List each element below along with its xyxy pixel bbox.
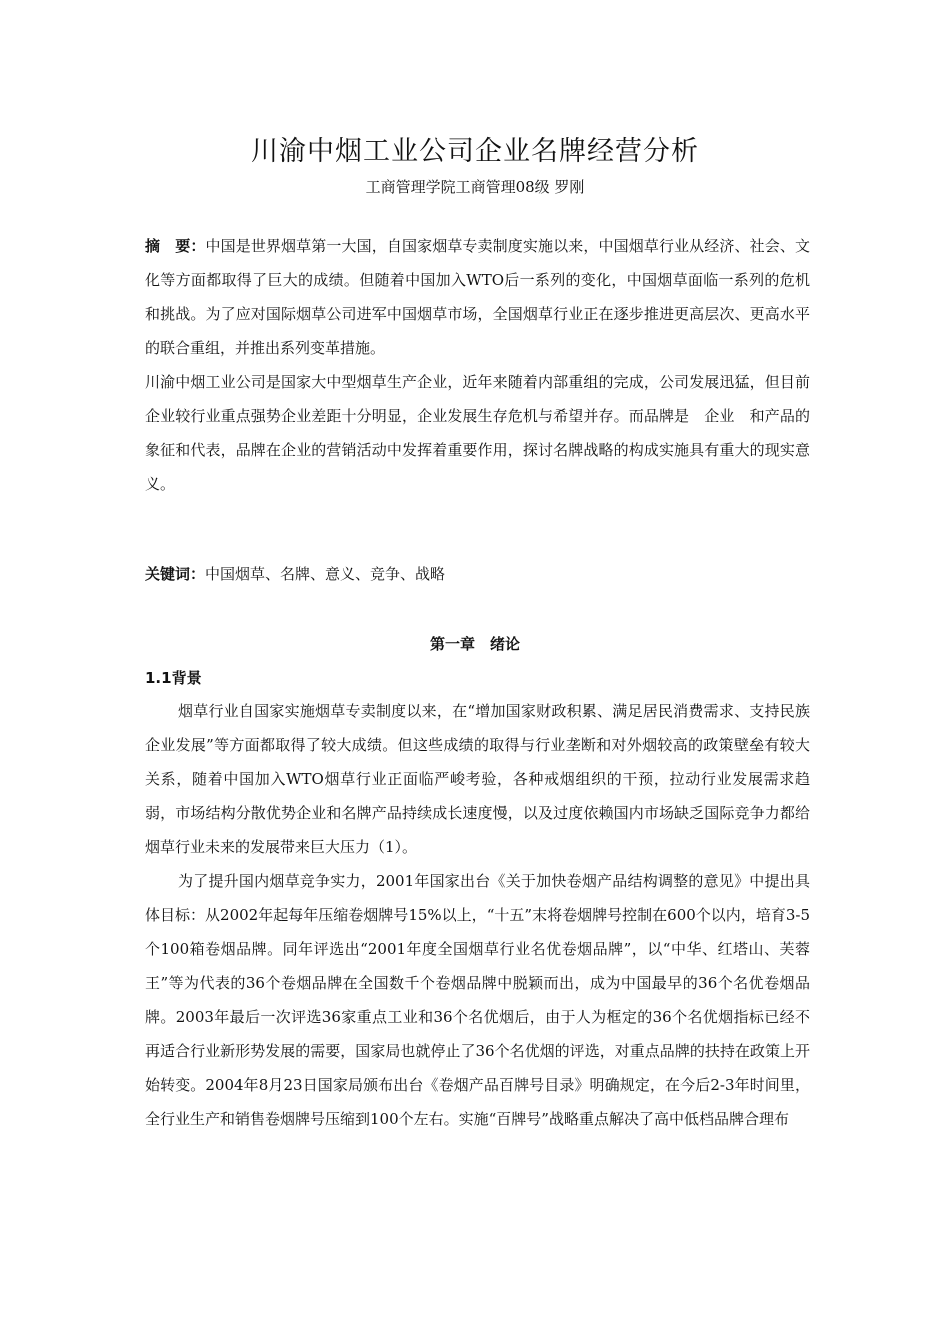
document-title: 川渝中烟工业公司企业名牌经营分析 [251, 136, 699, 167]
abstract-text: 中国是世界烟草第一大国，自国家烟草专卖制度实施以来，中国烟草行业从经济、社会、文化等方面都取得了巨大的成绩。但随着中国加入WTO后一系列的变化，中国烟草面临一系列的危机和挑战。为了应对国际烟草公司进军中国烟草市场，全国烟草行业正在逐步推进更高层次、更高水平的联合重组，并推出系列变革措施。 [145, 237, 810, 357]
body-paragraph-1: 烟草行业自国家实施烟草专卖制度以来，在“增加国家财政积累、满足居民消费需求、支持民族企业发展”等方面都取得了较大成绩。但这些成绩的取得与行业垄断和对外烟较高的政策壁垒有较大关系，随着中国加入WTO烟草行业正面临严峻考验，各种戒烟组织的干预，拉动行业发展需求趋弱，市场结构分散优势企业和名牌产品持续成长速度慢，以及过度依赖国内市场缺乏国际竞争力都给烟草行业未来的发展带来巨大压力（1）。 [145, 702, 810, 856]
keywords-text: 中国烟草、名牌、意义、竞争、战略 [205, 565, 446, 583]
author-line: 工商管理学院工商管理08级 罗刚 [365, 178, 585, 196]
abstract [145, 229, 810, 501]
keywords-label: 关键词： [145, 565, 206, 583]
section-body [145, 694, 810, 1136]
keywords [145, 557, 810, 591]
section-heading: 1.1背景 [145, 669, 202, 687]
abstract-paragraph [145, 229, 810, 365]
body-paragraph-2: 为了提升国内烟草竞争实力，2001年国家出台《关于加快卷烟产品结构调整的意见》中提出具体目标：从2002年起每年压缩卷烟牌号15%以上，“十五”末将卷烟牌号控制在600个以内，培育3-5个100箱卷烟品牌。同年评选出“2001年度全国烟草行业名优卷烟品牌”，以“中华、红塔山、芙蓉王”等为代表的36个卷烟品牌在全国数千个卷烟品牌中脱颖而出，成为中国最早的36个名优卷烟品牌。2003年最后一次评选36家重点工业和36个名优烟后，由于人为框定的36个名优烟指标已经不再适合行业新形势发展的需要，国家局也就停止了36个名优烟的评选，对重点品牌的扶持在政策上开始转变。2004年8月23日国家局颁布出台《卷烟产品百牌号目录》明确规定，在今后2-3年时间里，全行业生产和销售卷烟牌号压缩到100个左右。实施“百牌号”战略重点解决了高中低档品牌合理布 [145, 872, 810, 1128]
abstract-label: 摘 要： [145, 237, 206, 255]
abstract-paragraph-2: 川渝中烟工业公司是国家大中型烟草生产企业，近年来随着内部重组的完成，公司发展迅猛，但目前企业较行业重点强势企业差距十分明显，企业发展生存危机与希望并存。而品牌是 企业 和产品的象征和代表，品牌在企业的营销活动中发挥着重要作用，探讨名牌战略的构成实施具有重大的现实意义。 [145, 373, 810, 493]
chapter-heading: 第一章 绪论 [429, 635, 520, 653]
